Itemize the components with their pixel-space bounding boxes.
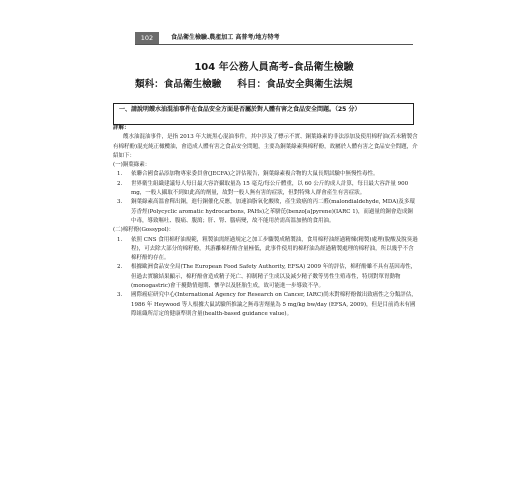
answer-label: 詳解：	[113, 125, 130, 131]
item-text: 依聯合國食品添加物專家委員會(JECFA)之評估報告，銅葉綠素複合物的大鼠長期試驗中無慢性毒性。	[131, 171, 379, 178]
question-box: 一、請說明餿水油混油事件在食品安全方面是否屬於對人體有害之食品安全問題。（25 分）	[113, 103, 414, 125]
item-number: 3.	[117, 199, 123, 206]
section-heading: (一)銅葉綠素：	[113, 162, 151, 169]
list-item	[117, 180, 418, 199]
item-text: 根據歐洲食品安全局(The European Food Safety Authority, EFSA) 2009 年的評估，棉籽酚雖不具有基因毒性，但過去實驗結果顯示，棉籽酚會造成精子死亡、抑制精子生成以及減少精子數等男性生殖毒性，特別對單胃動物(monogastric)會干擾動情週期、懷孕以及胚胎生成，故可能進一步導致不孕。	[131, 264, 417, 290]
list-item	[117, 236, 418, 264]
intro-paragraph: 餿水油混油事件，是指 2013 年大統黑心混油事件，其中涉及了標示不實、銅葉綠素的非法添加及使用棉籽油(若未精製含有棉籽酚)混充純正橄欖油，會造成人體有害之食品安全問題，主要為銅葉綠素與棉籽酚，故屬於人體有害之食品安全問題，介紹如下：	[113, 134, 418, 159]
list-item	[117, 198, 418, 226]
item-number: 2.	[117, 264, 123, 271]
item-text: 銅葉綠素高溫會釋出銅，進行銅催化反應，加速油脂氧化酸敗，產生致癌的丙二醛(malondialdehyde, MDA)及多環芳香烴(Polycyclic aromatic hydrocarbons, PAHs)之苯駢芘(benzo[a]pyrene)(IARC 1)，而過量的銅會造成銅中毒，導致嘔吐、腹痛、腹瀉；肝、腎、腦病變，故不能用於需高溫加熱的食用油。	[131, 199, 415, 224]
item-number: 3.	[117, 292, 123, 299]
answer-body	[113, 124, 418, 319]
exam-category: 類科：食品衛生檢驗	[135, 79, 222, 90]
item-text: 世界衛生組織建議每人每日最大容許攝取量為 15 毫克/每公斤體重，以 60 公斤的成人計算，每日最大容許量 900 mg，一般人攝取不到如此高的劑量，故對一般人無有害的症狀，但對特殊人群會產生有害症狀。	[131, 180, 409, 197]
section-heading: (二)棉籽酚(Gossypol)：	[113, 227, 175, 234]
exam-subtitle	[135, 76, 413, 90]
list-item	[117, 291, 418, 319]
item-number: 1.	[117, 171, 123, 178]
page-number: 102	[135, 32, 159, 44]
item-text: 國際癌症研究中心(International Agency for Research on Cancer, IARC)尚未對棉籽酚做出致癌性之分類評估，1986 年 Heywood 等人根據大鼠試驗所推論之無毒害劑量為 5 mg/kg bw/day (EFSA, 2009)，但是目前尚未有國際組織所訂定的健康準則含量(health-based guidance value)。	[131, 292, 417, 317]
page-title: 104 年公務人員高考–食品衛生檢驗	[194, 62, 354, 73]
item-number: 2.	[117, 180, 123, 187]
exam-subject: 科目：食品安全與衛生法規	[237, 79, 353, 90]
item-text: 依照 CNS 食用棉籽油規範，粗製油需經過規定之加工步驟製成精製油，食用棉籽油經過精煉(精製)處理(脫酸及脫臭過程)，可去除大部分的棉籽酚，其游離棉籽酚含量極低，此事件使用的棉籽油為經過精製處理的棉籽油，所以幾乎不含棉籽酚的存在。	[131, 236, 418, 262]
item-number: 1.	[117, 236, 123, 243]
running-header	[135, 32, 413, 45]
running-title: 食品衛生檢驗.農產加工 高普考/地方特考	[171, 34, 280, 41]
list-item	[117, 170, 418, 179]
list-item	[117, 263, 418, 291]
